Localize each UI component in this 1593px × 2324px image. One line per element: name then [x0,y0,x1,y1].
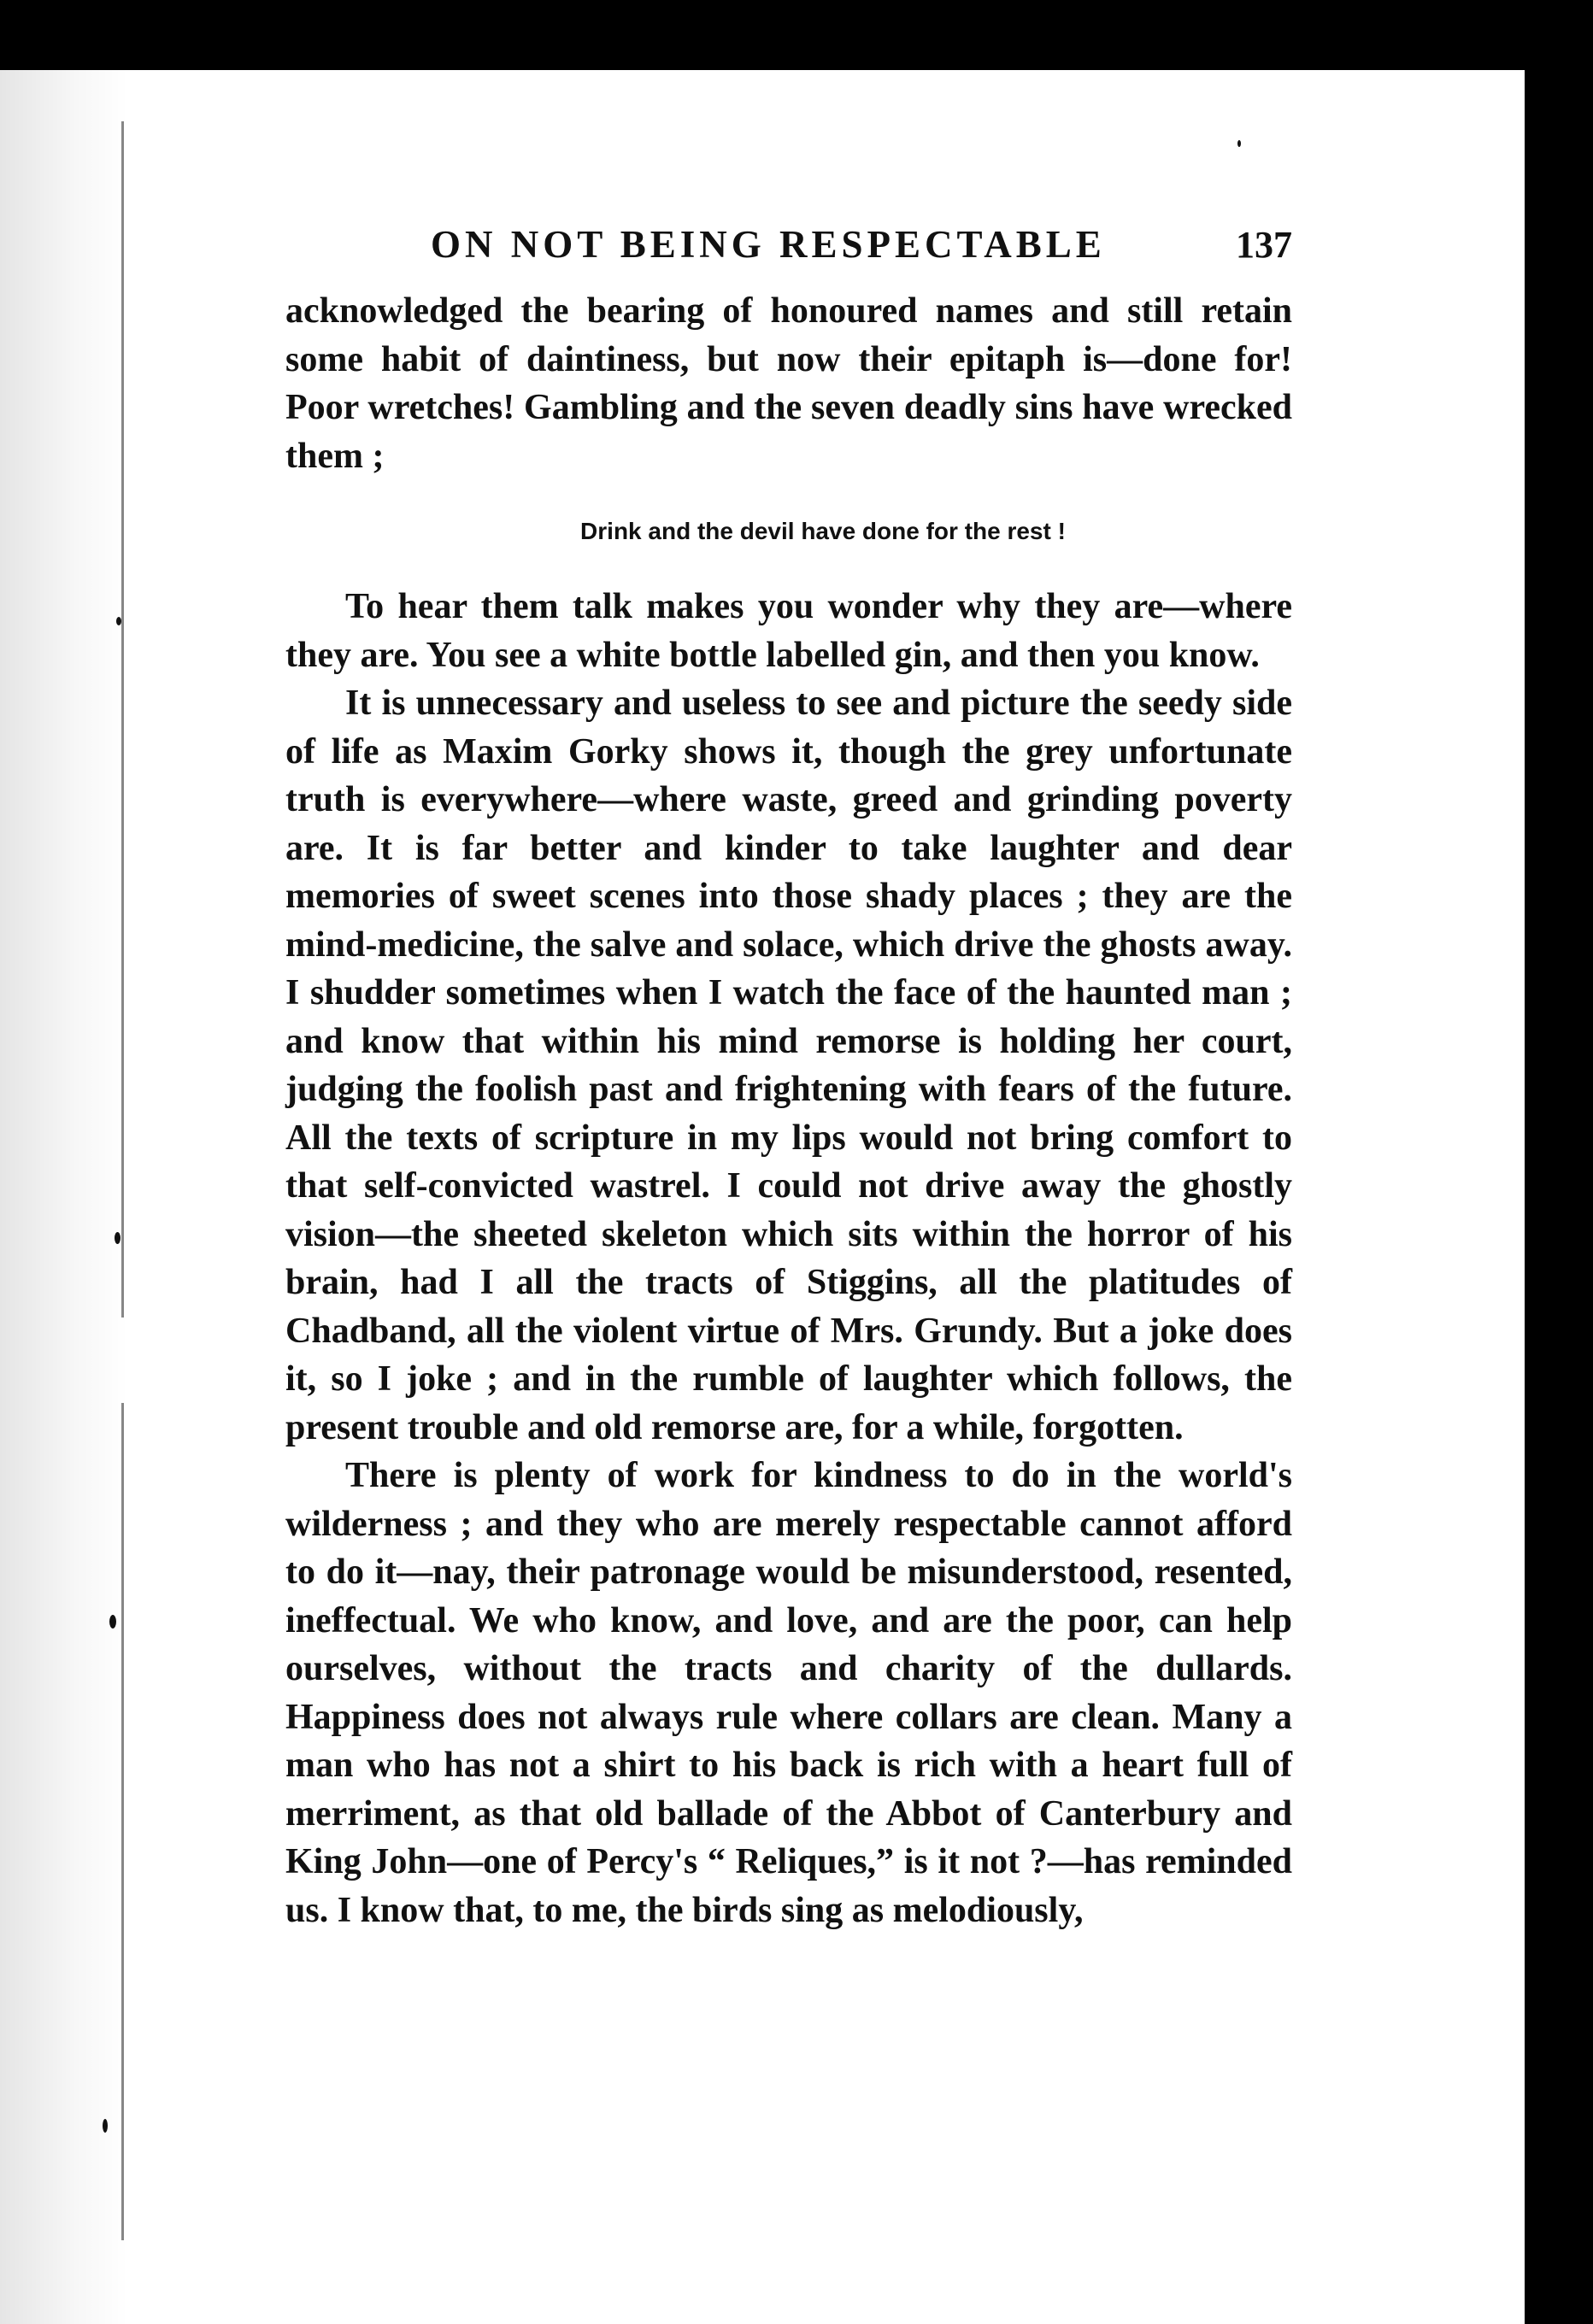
page-number: 137 [1236,224,1292,266]
page-text [285,222,1292,1934]
scan-edge-mark [1574,478,1593,555]
page-fold-line [121,121,124,1318]
running-head [285,222,1292,287]
scan-speck [109,1615,116,1629]
page-fold-line-lower [121,1403,124,2240]
book-page [0,70,1525,2324]
scan-speck [116,617,121,625]
paragraph-3: It is unnecessary and useless to see and picture the seedy side of life as Maxim Gorky shows it, though the grey unfortunate truth is everywhere—where waste, greed and grinding poverty are. It is far better and kinder to take laughter and dear memories of sweet scenes into those shady places ; they are the mind-medicine, the salve and solace, which drive the ghosts away. I shudder sometimes when I watch the face of the haunted man ; and know that within his mind remorse is holding her court, judging the foolish past and frightening with fears of the future. All the texts of scripture in my lips would not bring comfort to that self-convicted wastrel. I could not drive away the ghostly vision—the sheeted skeleton which sits within the horror of his brain, had I all the tracts of Stiggins, all the platitudes of Chadband, all the violent virtue of Mrs. Grundy. But a joke does it, so I joke ; and in the rumble of laughter which follows, the present trouble and old remorse are, for a while, forgotten. [285,684,1292,1447]
scan-speck [1237,140,1241,147]
paragraph-4: There is plenty of work for kindness to do in the world's wilderness ; and they who are merely respectable cannot afford to do it—nay, their patronage would be misunderstood, resented, ineffectual. We who know, and love, and are the poor, can help ourselves, without the tracts and charity of the dullards. Happiness does not always rule where collars are clean. Many a man who has not a shirt to his back is rich with a heart full of merriment, as that old ballade of the Abbot of Canterbury and King John—one of Percy's “ Reliques,” is it not ?—has reminded us. I know that, to me, the birds sing as melodiously, [285,1456,1292,1930]
paragraph-1: acknowledged the bearing of honoured names and still retain some habit of daintiness, but now their epitaph is—done for! Poor wretches! Gambling and the seven deadly sins have wrecked them ; [285,291,1292,476]
gutter-shadow [0,70,128,2324]
scan-speck [115,1232,121,1244]
running-head-title: ON NOT BEING RESPECTABLE [431,223,1106,266]
scan-speck [103,2119,108,2133]
paragraph-2: To hear them talk makes you wonder why they are—where they are. You see a white bottle labelled gin, and then you know. [285,587,1292,675]
quotation-line: Drink and the devil have done for the rest ! [580,518,1066,544]
